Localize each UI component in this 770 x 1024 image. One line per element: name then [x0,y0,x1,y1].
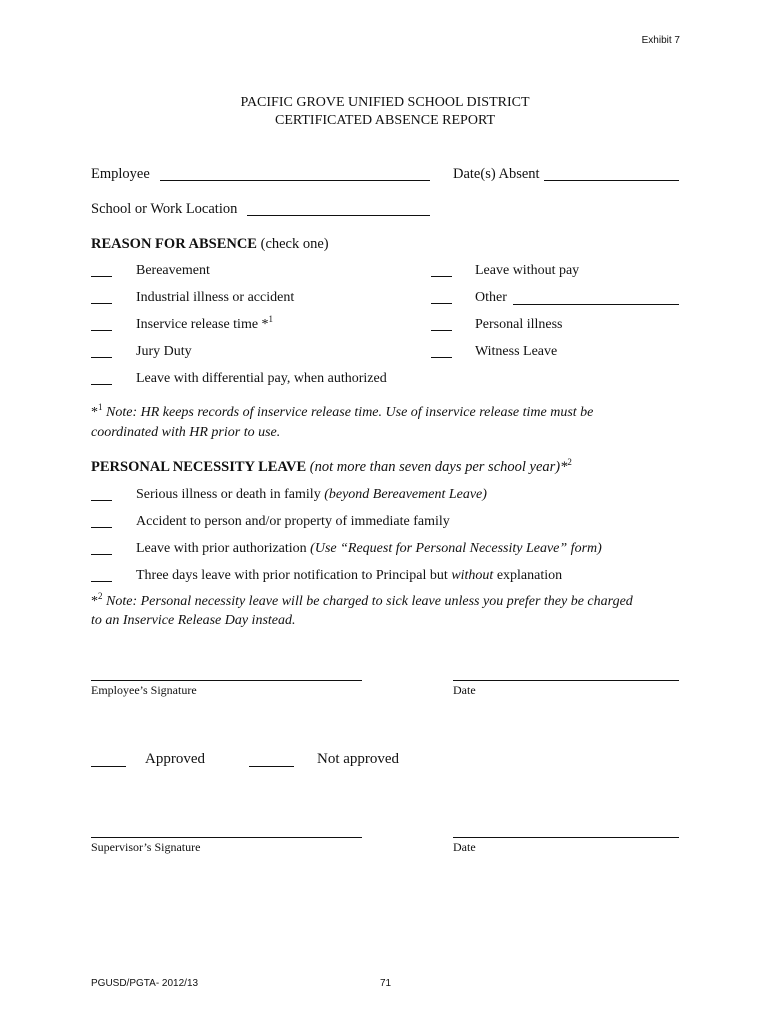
footer-code: PGUSD/PGTA- 2012/13 [91,978,199,989]
note-2-line-2: to an Inservice Release Day instead. [91,613,296,628]
reason-instruction: (check one) [260,236,329,252]
personal-necessity-heading: PERSONAL NECESSITY LEAVE [91,459,307,475]
page-number: 71 [380,978,392,989]
checkbox-prior-authorization[interactable] [91,554,112,555]
option-accident: Accident to person and/or property of immediate family [136,514,450,529]
checkbox-leave-without-pay[interactable] [431,276,452,277]
location-label: School or Work Location [91,201,238,217]
not-approved-checkbox[interactable] [249,766,294,767]
dates-absent-label: Date(s) Absent [453,166,540,182]
option-jury-duty: Jury Duty [136,344,192,359]
reason-heading-line [91,236,329,253]
employee-label: Employee [91,166,150,182]
supervisor-date-field[interactable] [453,837,679,838]
checkbox-personal-illness[interactable] [431,330,452,331]
option-prior-authorization: Leave with prior authorization (Use “Request for Personal Necessity Leave” form) [136,541,602,556]
checkbox-witness-leave[interactable] [431,357,452,358]
approved-label: Approved [145,751,205,767]
option-personal-illness: Personal illness [475,317,563,332]
employee-date-label: Date [453,683,476,697]
option-leave-without-pay: Leave without pay [475,263,580,278]
checkbox-differential-pay[interactable] [91,384,112,385]
approved-checkbox[interactable] [91,766,126,767]
employee-signature-label: Employee’s Signature [91,683,197,697]
option-inservice-release-line [136,314,274,333]
district-name: PACIFIC GROVE UNIFIED SCHOOL DISTRICT [240,95,530,110]
note-2-text: Note: Personal necessity leave will be charged to sick leave unless you prefer they be charged [106,594,633,609]
footnote-marker-2: 2 [567,457,572,467]
checkbox-bereavement[interactable] [91,276,112,277]
option-three-days: Three days leave with prior notification to Principal but without explanation [136,568,563,583]
option-witness-leave: Witness Leave [475,344,558,359]
personal-necessity-limit: (not more than seven days per school year)* [309,459,568,475]
form-title: CERTIFICATED ABSENCE REPORT [274,113,495,128]
checkbox-three-days[interactable] [91,581,112,582]
location-field[interactable] [247,215,430,216]
note-1-line-1: *$^1$ Note: HR keeps records of inservice release time. Use of inservice release time must be [91,402,594,420]
not-approved-label: Not approved [317,751,400,767]
checkbox-accident[interactable] [91,527,112,528]
exhibit-label: Exhibit 7 [641,35,680,46]
checkbox-other[interactable] [431,303,452,304]
checkbox-serious-illness[interactable] [91,500,112,501]
supervisor-signature-field[interactable] [91,837,362,838]
option-inservice-release: Inservice release time * [136,317,269,332]
employee-date-field[interactable] [453,680,679,681]
employee-signature-field[interactable] [91,680,362,681]
other-field[interactable] [513,304,679,305]
personal-necessity-heading-line [91,459,572,476]
option-other: Other [475,290,507,305]
option-bereavement: Bereavement [136,263,210,278]
note-2-line-1: *$^2$ Note: Personal necessity leave will be charged to sick leave unless you prefer they be charged [91,591,633,609]
option-industrial-illness: Industrial illness or accident [136,290,295,305]
checkbox-jury-duty[interactable] [91,357,112,358]
footnote-marker-1: 1 [268,314,274,324]
employee-field[interactable] [160,180,430,181]
note-1-text: Note: HR keeps records of inservice release time. Use of inservice release time must be [106,405,594,420]
supervisor-date-label: Date [453,840,476,854]
supervisor-signature-label: Supervisor’s Signature [91,840,201,854]
dates-absent-field[interactable] [544,180,679,181]
option-serious-illness: Serious illness or death in family (beyond Bereavement Leave) [136,487,487,502]
reason-heading: REASON FOR ABSENCE [91,236,257,252]
checkbox-industrial-illness[interactable] [91,303,112,304]
checkbox-inservice-release[interactable] [91,330,112,331]
option-differential-pay: Leave with differential pay, when authorized [136,371,387,386]
note-1-line-2: coordinated with HR prior to use. [91,425,281,440]
